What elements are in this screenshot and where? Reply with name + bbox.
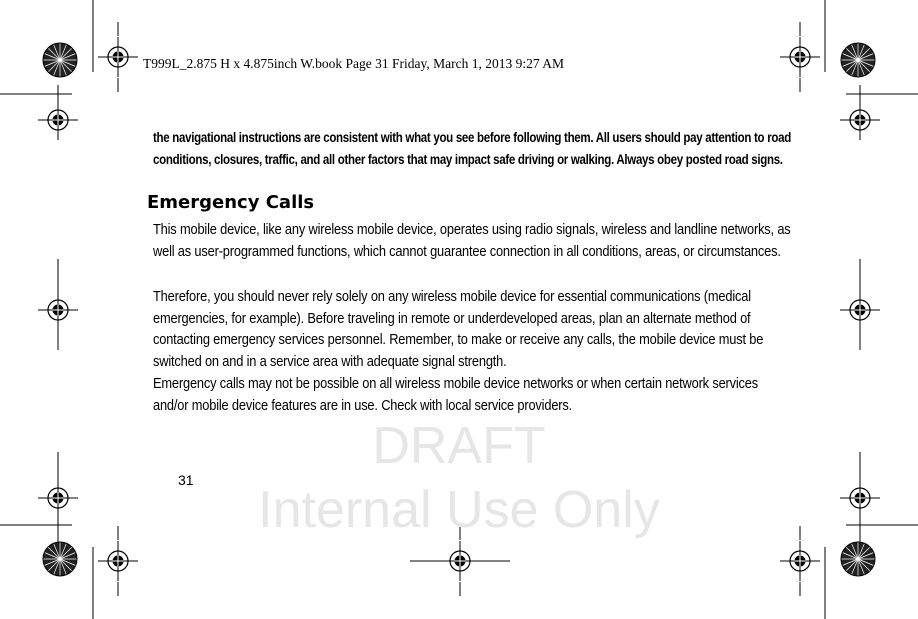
- page-number: 31: [178, 472, 194, 488]
- intro-bold-paragraph: the navigational instructions are consistent with what you see before following them. All users should pay attention to road conditions, closures, traffic, and all other factors that may impact safe driving or walking. Always obey posted road signs.: [153, 130, 791, 167]
- body-paragraph-3: Emergency calls may not be possible on all wireless mobile device networks or when certain network services and/or mobile device features are in use. Check with local service providers.: [153, 376, 759, 414]
- watermark-internal-use: Internal Use Only: [258, 481, 660, 539]
- body-paragraph-2: Therefore, you should never rely solely on any wireless mobile device for essential communications (medical emergencies, for example). Before traveling in remote or underdeveloped areas, plan an alternate method of contacting emergency services personnel. Remember, to make or receive any calls, the mobile device must be switched on and in a service area with adequate signal strength.: [153, 289, 764, 370]
- body-paragraph-1: This mobile device, like any wireless mobile device, operates using radio signals, wireless and landline networks, as well as user-programmed functions, which cannot guarantee connection in all conditions, areas, or circumstances.: [153, 222, 791, 260]
- print-header: T999L_2.875 H x 4.875inch W.book Page 31 Friday, March 1, 2013 9:27 AM: [143, 56, 564, 71]
- watermark-draft: DRAFT: [372, 417, 546, 475]
- section-heading: Emergency Calls: [147, 192, 315, 213]
